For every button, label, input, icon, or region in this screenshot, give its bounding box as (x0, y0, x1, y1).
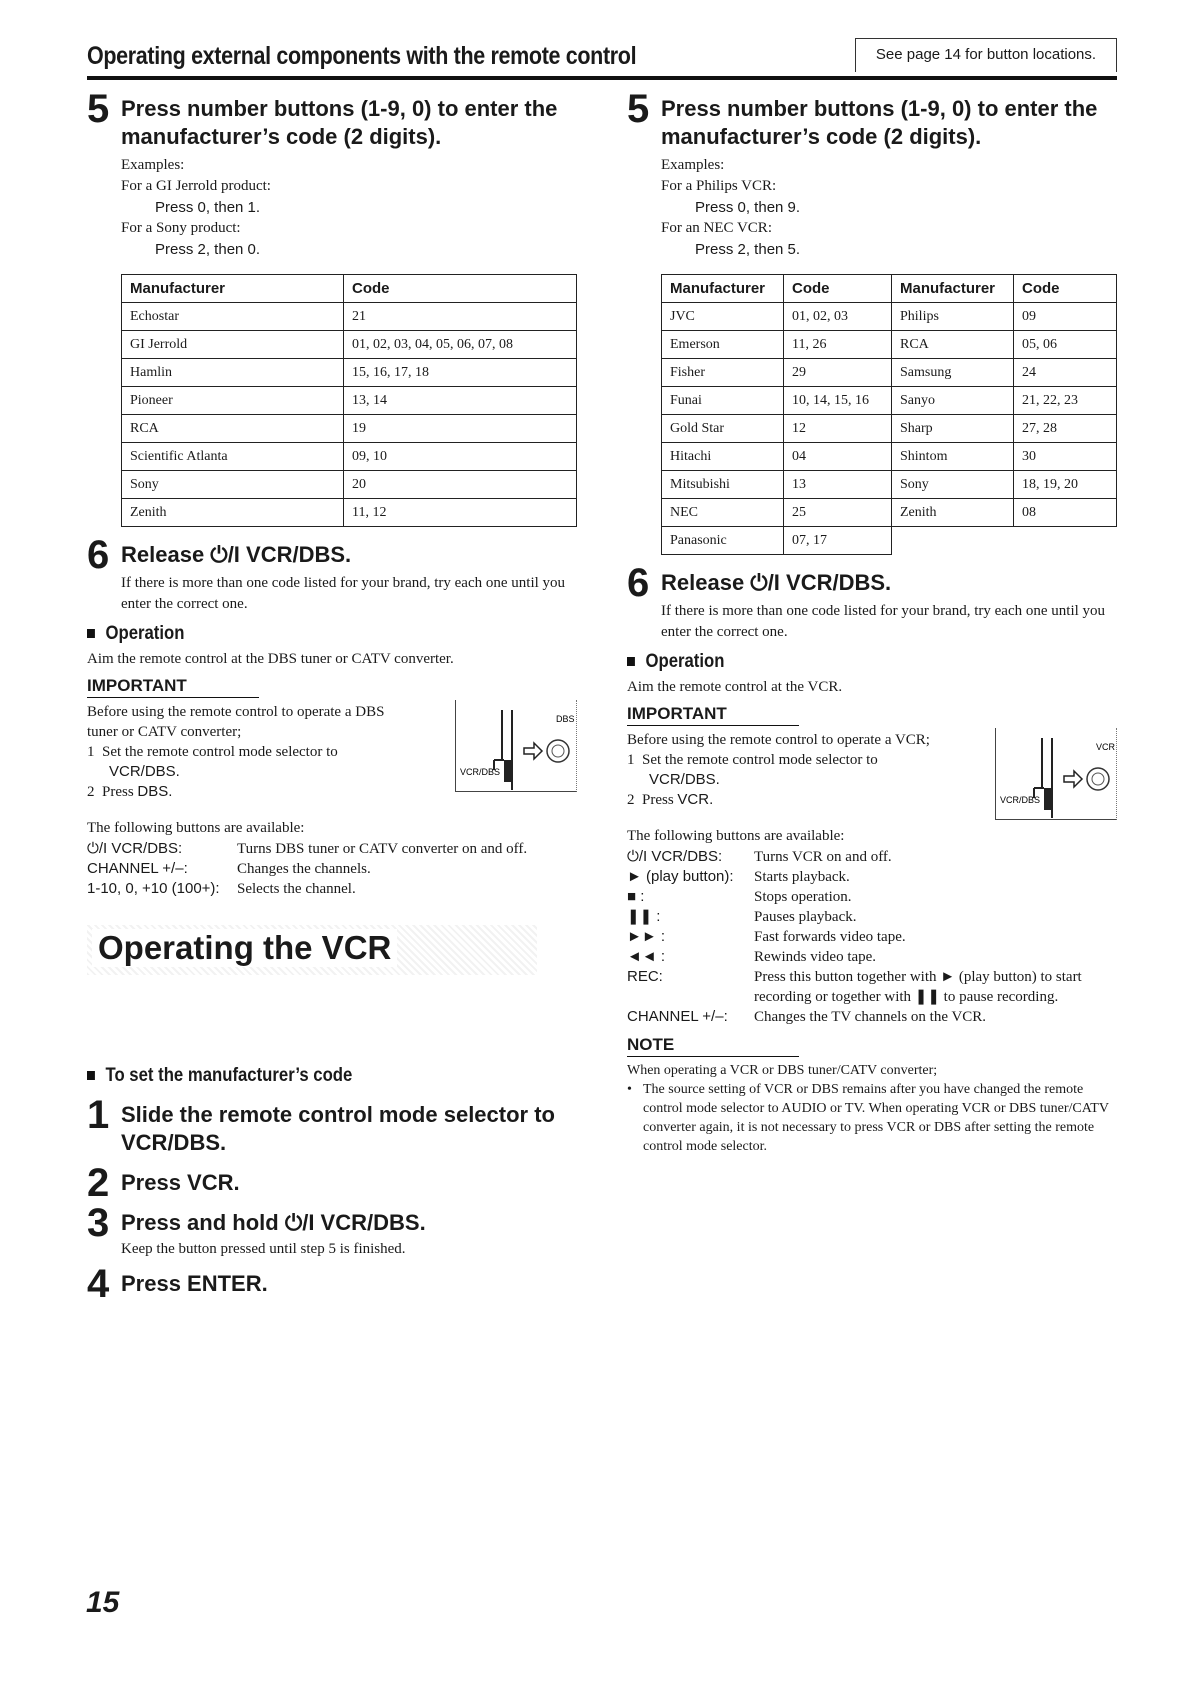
button-row (87, 879, 577, 899)
button-description: Rewinds video tape. (754, 949, 877, 965)
important-item-1-value: VCR/DBS. (109, 763, 180, 780)
manufacturer-cell: Funai (662, 387, 784, 415)
table-row (122, 471, 577, 499)
step-number: 4 (87, 1262, 110, 1306)
bullet-square-icon (87, 1071, 95, 1080)
table-row (122, 359, 577, 387)
manufacturer-cell: Pioneer (122, 387, 344, 415)
manufacturer-cell: Panasonic (662, 527, 784, 555)
empty-cell (1014, 527, 1117, 555)
button-row (627, 947, 1117, 967)
bullet-square-icon (627, 657, 635, 666)
example-2-press: Press 2, then 0. (155, 241, 261, 258)
important-box (87, 676, 577, 802)
step-number: 2 (87, 1161, 110, 1205)
important-text (87, 702, 417, 802)
important-intro: Before using the remote control to operate a VCR; (627, 732, 930, 748)
manufacturer-cell: RCA (122, 415, 344, 443)
right-buttons-list (627, 847, 1117, 1027)
manufacturer-cell: Sony (122, 471, 344, 499)
step-heading: Release ⏻/I VCR/DBS. (661, 570, 892, 595)
operation-body: Aim the remote control at the VCR. (627, 679, 843, 695)
vcr-step-3 (87, 1201, 577, 1260)
step-number: 5 (87, 87, 110, 131)
important-item-1-value: VCR/DBS. (649, 771, 720, 788)
column-header: Code (1014, 275, 1117, 303)
important-item-2: 2 Press DBS. (87, 783, 173, 800)
code-cell: 24 (1014, 359, 1117, 387)
button-description: Changes the TV channels on the VCR. (754, 1009, 987, 1025)
button-key: REC: (627, 968, 663, 985)
code-cell: 29 (784, 359, 892, 387)
button-row (627, 907, 1117, 927)
code-cell: 01, 02, 03, 04, 05, 06, 07, 08 (344, 331, 577, 359)
button-key: ■ : (627, 888, 645, 905)
table-row (662, 415, 1117, 443)
manufacturer-cell: Scientific Atlanta (122, 443, 344, 471)
important-heading: IMPORTANT (87, 676, 259, 698)
figure-device-label: DBS (556, 714, 575, 724)
table-row (662, 471, 1117, 499)
left-column (87, 87, 577, 899)
step-heading: Press ENTER. (121, 1271, 268, 1296)
step-heading: Slide the remote control mode selector to VCR/DBS. (121, 1102, 555, 1155)
button-key: CHANNEL +/–: (627, 1008, 728, 1025)
table-row (122, 331, 577, 359)
left-step-6 (87, 533, 577, 615)
vcr-code-table (661, 274, 1117, 555)
important-item-1: 1 Set the remote control mode selector to (87, 744, 338, 760)
table-row (662, 527, 1117, 555)
column-header: Manufacturer (122, 275, 344, 303)
manufacturer-cell: Zenith (122, 499, 344, 527)
note-bullet (627, 1080, 1117, 1156)
step-body: If there is more than one code listed for your brand, try each one until you enter the correct one. (661, 603, 1106, 640)
note-heading: NOTE (627, 1035, 799, 1057)
code-cell: 05, 06 (1014, 331, 1117, 359)
column-header: Manufacturer (892, 275, 1014, 303)
important-box (627, 704, 1117, 810)
manufacturer-cell: Samsung (892, 359, 1014, 387)
figure-device-label: VCR (1096, 742, 1116, 752)
code-cell: 04 (784, 443, 892, 471)
button-description: Fast forwards video tape. (754, 929, 906, 945)
code-cell: 19 (344, 415, 577, 443)
button-row (627, 887, 1117, 907)
example-1-press: Press 0, then 9. (695, 199, 801, 216)
button-key: ► (play button): (627, 868, 734, 885)
button-row (627, 847, 1117, 867)
manufacturer-cell: Zenith (892, 499, 1014, 527)
operation-section (627, 651, 1117, 698)
examples-label: Examples: (121, 157, 185, 173)
manufacturer-cell: Gold Star (662, 415, 784, 443)
code-cell: 09, 10 (344, 443, 577, 471)
column-header: Manufacturer (662, 275, 784, 303)
important-item-1: 1 Set the remote control mode selector to (627, 752, 878, 768)
table-row (662, 303, 1117, 331)
empty-cell (892, 527, 1014, 555)
manufacturer-cell: Shintom (892, 443, 1014, 471)
code-cell: 21, 22, 23 (1014, 387, 1117, 415)
button-key: ❚❚ : (627, 908, 661, 925)
button-location-reference: See page 14 for button locations. (855, 38, 1117, 72)
code-cell: 30 (1014, 443, 1117, 471)
operation-section (87, 623, 577, 670)
table-row (122, 499, 577, 527)
manufacturer-cell: Sharp (892, 415, 1014, 443)
example-1-for: For a Philips VCR: (661, 178, 777, 194)
important-text (627, 730, 957, 810)
step-examples (121, 155, 577, 260)
code-cell: 13, 14 (344, 387, 577, 415)
mode-selector-illustration-icon (456, 700, 576, 790)
right-step-6 (627, 561, 1117, 643)
left-step-5 (87, 87, 577, 260)
table-header-row (662, 275, 1117, 303)
code-cell: 08 (1014, 499, 1117, 527)
remote-mode-selector-figure (995, 728, 1117, 820)
page-number: 15 (86, 1586, 120, 1619)
manufacturer-cell: RCA (892, 331, 1014, 359)
button-key: 1-10, 0, +10 (100+): (87, 880, 220, 897)
table-row (122, 387, 577, 415)
table-header-row (122, 275, 577, 303)
right-step-5 (627, 87, 1117, 260)
dbs-code-table (121, 274, 577, 527)
bullet-dot-icon: • (627, 1082, 632, 1097)
button-key: CHANNEL +/–: (87, 860, 188, 877)
note-box (627, 1035, 1117, 1156)
button-description: Selects the channel. (237, 881, 356, 897)
step-heading: Press number buttons (1-9, 0) to enter the manufacturer’s code (2 digits). (661, 96, 1098, 149)
buttons-intro: The following buttons are available: (87, 820, 305, 836)
button-description: Starts playback. (754, 869, 850, 885)
button-row (627, 927, 1117, 947)
code-cell: 07, 17 (784, 527, 892, 555)
step-number: 5 (627, 87, 650, 131)
operation-body: Aim the remote control at the DBS tuner or CATV converter. (87, 651, 454, 667)
code-cell: 10, 14, 15, 16 (784, 387, 892, 415)
vcr-section-banner (87, 925, 537, 975)
button-description: Pauses playback. (754, 909, 857, 925)
set-code-heading: To set the manufacturer’s code (87, 1065, 518, 1087)
table-row (662, 359, 1117, 387)
table-row (122, 415, 577, 443)
important-heading: IMPORTANT (627, 704, 799, 726)
button-description: Press this button together with ► (play button) to start recording or together with ❚❚ to pause recording. (754, 969, 1082, 1005)
example-2-for: For a Sony product: (121, 220, 241, 236)
buttons-intro: The following buttons are available: (627, 828, 845, 844)
code-cell: 13 (784, 471, 892, 499)
button-row (627, 867, 1117, 887)
operation-heading: Operation (87, 623, 518, 645)
vcr-step-2 (87, 1161, 577, 1205)
code-cell: 15, 16, 17, 18 (344, 359, 577, 387)
example-1-for: For a GI Jerrold product: (121, 178, 271, 194)
step-number: 3 (87, 1201, 110, 1245)
bullet-square-icon (87, 629, 95, 638)
manufacturer-cell: Hamlin (122, 359, 344, 387)
manufacturer-cell: NEC (662, 499, 784, 527)
step-number: 6 (87, 533, 110, 577)
manufacturer-cell: Philips (892, 303, 1014, 331)
important-item-2: 2 Press VCR. (627, 791, 714, 808)
code-cell: 20 (344, 471, 577, 499)
button-key: ⏻/I VCR/DBS: (87, 840, 183, 857)
examples-label: Examples: (661, 157, 725, 173)
vcr-setup-steps (87, 1065, 577, 1306)
page-title: Operating external components with the remote control (87, 42, 637, 70)
step-heading: Release ⏻/I VCR/DBS. (121, 542, 352, 567)
step-heading: Press number buttons (1-9, 0) to enter the manufacturer’s code (2 digits). (121, 96, 558, 149)
manufacturer-cell: Emerson (662, 331, 784, 359)
button-key: ◄◄ : (627, 948, 666, 965)
step-examples (661, 155, 1117, 260)
button-description: Stops operation. (754, 889, 852, 905)
example-2-for: For an NEC VCR: (661, 220, 772, 236)
button-description: Turns VCR on and off. (754, 849, 892, 865)
code-cell: 11, 12 (344, 499, 577, 527)
column-header: Code (344, 275, 577, 303)
manufacturer-cell: Fisher (662, 359, 784, 387)
manufacturer-cell: Mitsubishi (662, 471, 784, 499)
step-heading: Press and hold ⏻/I VCR/DBS. (121, 1210, 426, 1235)
table-row (662, 331, 1117, 359)
code-cell: 09 (1014, 303, 1117, 331)
button-key: ⏻/I VCR/DBS: (627, 848, 723, 865)
button-row (627, 967, 1117, 1007)
step-body: Keep the button pressed until step 5 is finished. (121, 1241, 406, 1257)
step-number: 6 (627, 561, 650, 605)
button-description: Changes the channels. (237, 861, 371, 877)
vcr-step-4 (87, 1262, 577, 1306)
code-cell: 12 (784, 415, 892, 443)
figure-mode-label: VCR/DBS (1000, 795, 1041, 805)
manufacturer-cell: JVC (662, 303, 784, 331)
manufacturer-cell: Hitachi (662, 443, 784, 471)
button-row (87, 859, 577, 879)
step-number: 1 (87, 1093, 110, 1137)
remote-mode-selector-figure (455, 700, 577, 792)
manufacturer-cell: Sanyo (892, 387, 1014, 415)
code-cell: 25 (784, 499, 892, 527)
vcr-section-title: Operating the VCR (92, 929, 397, 967)
manufacturer-cell: GI Jerrold (122, 331, 344, 359)
example-1-press: Press 0, then 1. (155, 199, 261, 216)
page-header (87, 38, 1117, 80)
code-cell: 18, 19, 20 (1014, 471, 1117, 499)
code-cell: 01, 02, 03 (784, 303, 892, 331)
step-body: If there is more than one code listed for your brand, try each one until you enter the correct one. (121, 575, 566, 612)
column-header: Code (784, 275, 892, 303)
button-description: Turns DBS tuner or CATV converter on and off. (237, 841, 528, 857)
example-2-press: Press 2, then 5. (695, 241, 801, 258)
important-intro: Before using the remote control to operate a DBS tuner or CATV converter; (87, 704, 385, 740)
code-cell: 21 (344, 303, 577, 331)
operation-heading: Operation (627, 651, 1058, 673)
button-row (627, 1007, 1117, 1027)
button-row (87, 839, 577, 859)
table-row (122, 443, 577, 471)
note-bullet-text: The source setting of VCR or DBS remains after you have changed the remote control mode selector to AUDIO or TV. When operating VCR or DBS tuner/CATV converter again, it is not necessary to press VCR or DBS after setting the remote control mode selector. (643, 1082, 1109, 1154)
vcr-step-1 (87, 1093, 577, 1157)
code-cell: 11, 26 (784, 331, 892, 359)
button-key: ►► : (627, 928, 666, 945)
step-heading: Press VCR. (121, 1170, 240, 1195)
manufacturer-cell: Sony (892, 471, 1014, 499)
right-column (627, 87, 1117, 1156)
note-intro: When operating a VCR or DBS tuner/CATV converter; (627, 1063, 938, 1078)
code-cell: 27, 28 (1014, 415, 1117, 443)
table-row (662, 443, 1117, 471)
left-buttons-list (87, 839, 577, 899)
figure-mode-label: VCR/DBS (460, 767, 501, 777)
mode-selector-illustration-icon (996, 728, 1116, 818)
manufacturer-cell: Echostar (122, 303, 344, 331)
table-row (662, 499, 1117, 527)
table-row (662, 387, 1117, 415)
table-row (122, 303, 577, 331)
